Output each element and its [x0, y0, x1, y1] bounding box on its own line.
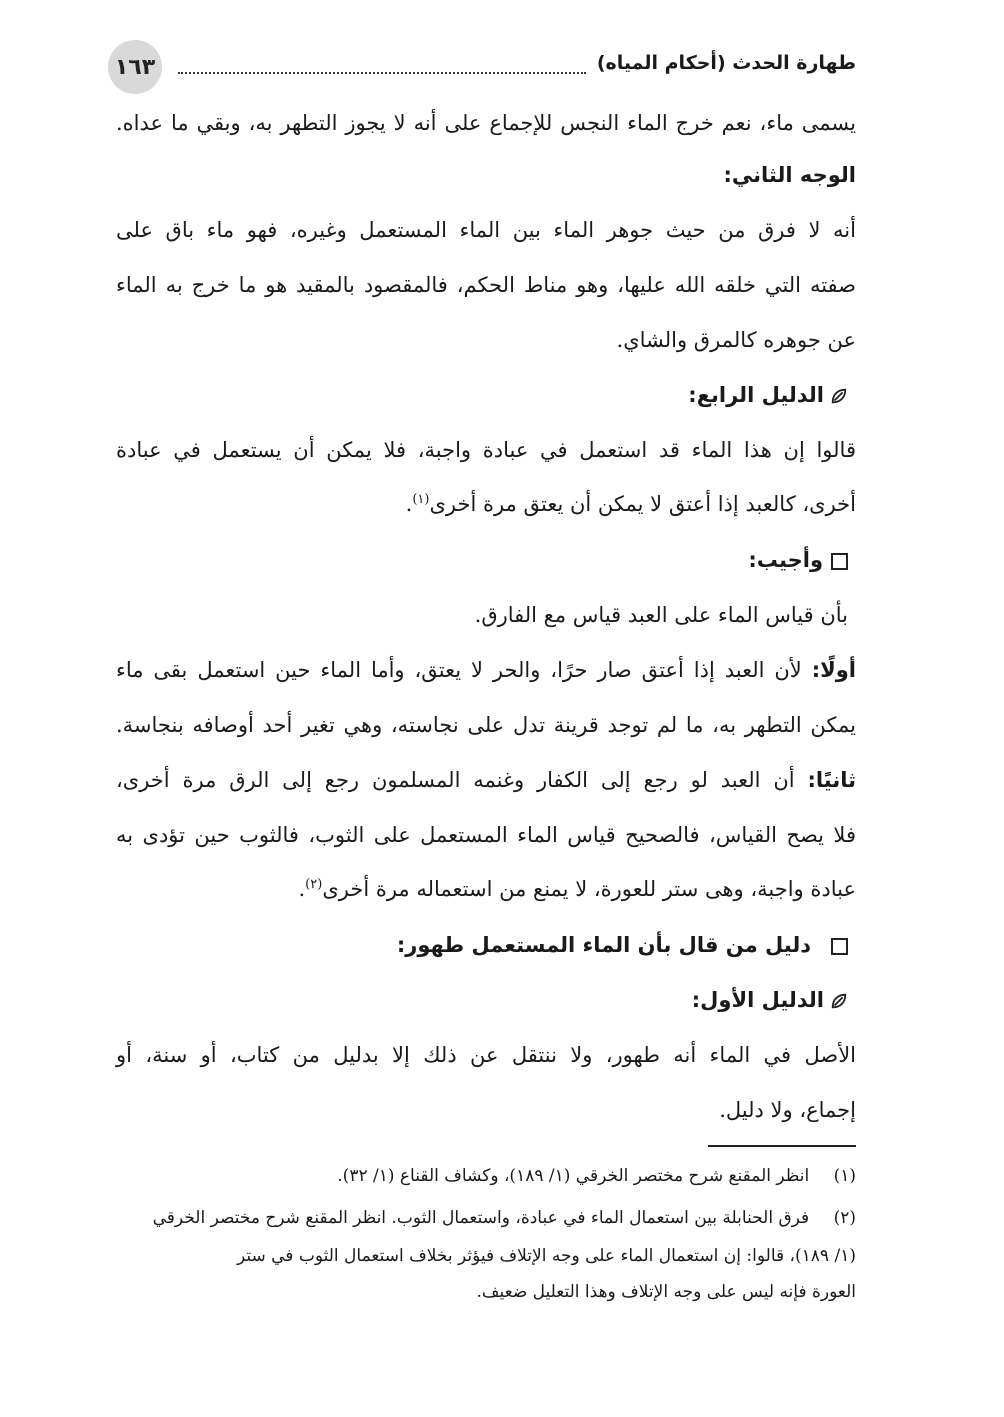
text-line: الأصل في الماء أنه طهور، ولا ننتقل عن ذلك إلا بدليل من كتاب، أو سنة، أو — [116, 1043, 856, 1067]
section-heading-text: دليل من قال بأن الماء المستعمل طهور: — [396, 933, 811, 957]
footnote-number: (٢) — [833, 1208, 856, 1228]
footnote-ref-2: (٢) — [305, 877, 323, 892]
text-line: أخرى، كالعبد إذا أعتق لا يمكن أن يعتق مرة أخرى$^{(١)}$. — [405, 492, 856, 516]
page-number: ١٦٣ — [108, 40, 162, 94]
footnote-ref-1: (١) — [412, 492, 430, 507]
footnote-1 — [116, 1166, 856, 1186]
footnote-2 — [116, 1208, 856, 1228]
footnote-number: (١) — [833, 1166, 856, 1186]
reply-heading-text: وأجيب: — [748, 548, 823, 572]
text-line: فلا يصح القياس، فالصحيح قياس الماء المستعمل على الثوب، فالثوب حين تؤدى به — [116, 823, 856, 847]
text-line: عن جوهره كالمرق والشاي. — [616, 328, 856, 352]
text-line: يمكن التطهر به، ما لم توجد قرينة تدل على نجاسته، وهي تغير أحد أوصافه بنجاسة. — [116, 713, 856, 737]
evidence-heading — [108, 385, 848, 406]
page-header — [108, 40, 856, 96]
text-line — [116, 770, 856, 791]
point-label: أولًا: — [811, 658, 856, 682]
footnote-2-line-2: (١/ ١٨٩)، قالوا: إن استعمال الماء على وجه الإتلاف فيؤثر بخلاف استعمال الثوب في ستر — [236, 1246, 856, 1266]
text-line: إجماع، ولا دليل. — [719, 1098, 856, 1122]
text-run: أن العبد لو رجع إلى الكفار وغنمه المسلمون رجع إلى الرق مرة أخرى، — [116, 768, 795, 792]
text-line — [116, 660, 856, 681]
evidence-heading-text: الدليل الأول: — [691, 988, 824, 1012]
footnote-text: انظر المقنع شرح مختصر الخرقي (١/ ١٨٩)، وكشاف القناع (١/ ٣٢). — [337, 1166, 810, 1186]
point-label: ثانيًا: — [807, 768, 856, 792]
text-run: أخرى، كالعبد إذا أعتق لا يمكن أن يعتق مرة أخرى — [429, 492, 856, 516]
footnote-text: فرق الحنابلة بين استعمال الماء في عبادة، واستعمال الثوب. انظر المقنع شرح مختصر الخرقي — [152, 1208, 810, 1228]
footnote-separator — [708, 1145, 856, 1147]
evidence-heading-text: الدليل الرابع: — [688, 383, 824, 407]
section-heading: الوجه الثاني: — [723, 163, 856, 187]
footnote-2-line-3: العورة فإنه ليس على وجه الإتلاف وهذا التعليل ضعيف. — [476, 1282, 856, 1302]
text-line: بأن قياس الماء على العبد قياس مع الفارق. — [474, 603, 848, 627]
text-line: عبادة واجبة، وهى ستر للعورة، لا يمنع من استعماله مرة أخرى$^{(٢)}$. — [298, 877, 856, 901]
text-line: يسمى ماء، نعم خرج الماء النجس للإجماع على أنه لا يجوز التطهر به، وبقي ما عداه. — [116, 111, 856, 135]
running-title: طهارة الحدث (أحكام المياه) — [596, 52, 856, 74]
text-line: صفته التي خلقه الله عليها، وهو مناط الحكم، فالمقصود بالمقيد هو ما خرج به الماء — [116, 273, 856, 297]
text-line: أنه لا فرق من حيث جوهر الماء بين الماء المستعمل وغيره، فهو ماء باق على — [116, 218, 856, 242]
text-run: عبادة واجبة، وهى ستر للعورة، لا يمنع من استعماله مرة أخرى — [322, 877, 856, 901]
text-run: لأن العبد إذا أعتق صار حرًا، والحر لا يعتق، وأما الماء حين استعمل بقى ماء — [116, 658, 802, 682]
section-heading — [108, 935, 848, 956]
square-bullet-icon — [831, 553, 848, 570]
reply-heading — [108, 550, 848, 571]
leaf-marker-icon — [830, 992, 848, 1010]
square-bullet-icon — [831, 938, 848, 955]
leaf-marker-icon — [830, 387, 848, 405]
text-line: قالوا إن هذا الماء قد استعمل في عبادة واجبة، فلا يمكن أن يستعمل في عبادة — [116, 438, 856, 462]
evidence-heading — [108, 990, 848, 1011]
header-dotted-rule — [178, 72, 586, 74]
